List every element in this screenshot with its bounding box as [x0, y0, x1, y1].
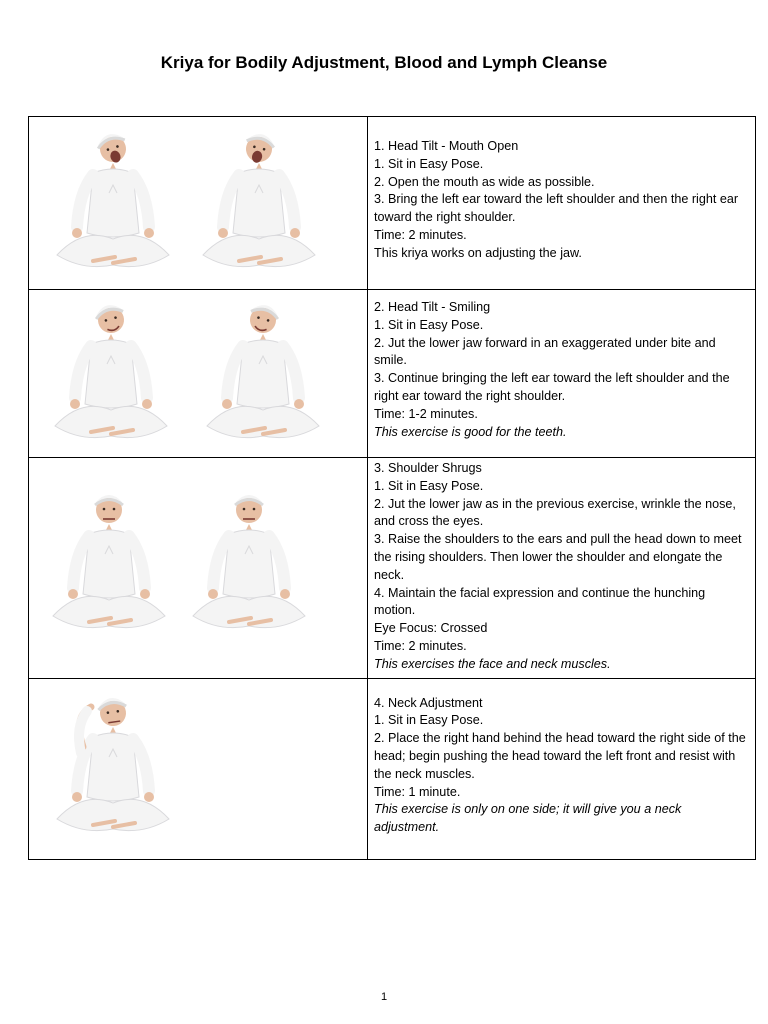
page-title: Kriya for Bodily Adjustment, Blood and Lymph Cleanse: [160, 53, 608, 72]
figure-image: [39, 480, 179, 644]
exercise-image-cell: [29, 117, 368, 290]
exercise-step: 2. Open the mouth as wide as possible.: [374, 174, 595, 189]
exercise-heading: 4. Neck Adjustment: [374, 695, 483, 710]
exercise-row: [29, 678, 756, 859]
exercise-time: Time: 1 minute.: [374, 784, 461, 799]
exercise-step: 3. Bring the left ear toward the left shoulder and then the right ear toward the right shoulder.: [374, 192, 739, 225]
figure-image: [41, 294, 181, 450]
exercise-step: 1. Sit in Easy Pose.: [374, 713, 484, 728]
exercise-time: Time: 1-2 minutes.: [374, 406, 478, 421]
exercise-heading: 2. Head Tilt - Smiling: [374, 300, 491, 314]
exercise-step: 3. Continue bringing the left ear toward the left shoulder and the right ear toward the right shoulder.: [374, 371, 730, 403]
exercise-text-cell: [368, 458, 756, 679]
exercise-row: [29, 458, 756, 679]
exercise-step: 2. Jut the lower jaw forward in an exaggerated under bite and smile.: [374, 335, 716, 368]
exercise-note: This exercise is only on one side; it will give you a neck adjustment.: [374, 802, 682, 835]
exercise-step: 2. Place the right hand behind the head toward the right side of the head; begin pushing the head toward the left front and resist with the neck muscles.: [374, 731, 746, 781]
figure-image: [179, 480, 319, 644]
exercise-step: 1. Sit in Easy Pose.: [374, 156, 484, 171]
exercise-step: 3. Raise the shoulders to the ears and pull the head down to meet the rising shoulders. Then lower the shoulder and elongate the neck.: [374, 532, 742, 582]
exercise-text-cell: [368, 290, 756, 458]
exercise-eye-focus: Eye Focus: Crossed: [374, 621, 488, 636]
exercise-figures: [29, 117, 367, 289]
exercise-time: Time: 2 minutes.: [374, 638, 467, 653]
exercise-heading: 3. Shoulder Shrugs: [374, 461, 482, 475]
exercise-step: 1. Sit in Easy Pose.: [374, 317, 484, 332]
kriya-table: [28, 116, 756, 860]
exercise-figures: [29, 458, 367, 678]
exercise-text-cell: [368, 678, 756, 859]
figure-image: [43, 683, 183, 847]
page-number: 1: [380, 991, 388, 1003]
figure-image: [43, 123, 183, 279]
figure-image: [193, 294, 333, 450]
exercise-note: This exercise is good for the teeth.: [374, 424, 567, 439]
exercise-image-cell: [29, 458, 368, 679]
figure-image: [189, 123, 329, 279]
exercise-note: This exercises the face and neck muscles.: [374, 656, 611, 671]
exercise-text-cell: [368, 117, 756, 290]
exercise-step: 2. Jut the lower jaw as in the previous exercise, wrinkle the nose, and cross the eyes.: [374, 496, 736, 529]
exercise-note: This kriya works on adjusting the jaw.: [374, 245, 582, 260]
exercise-image-cell: [29, 290, 368, 458]
exercise-row: [29, 117, 756, 290]
exercise-heading: 1. Head Tilt - Mouth Open: [374, 139, 519, 153]
exercise-step: 1. Sit in Easy Pose.: [374, 478, 484, 493]
exercise-figures: [29, 679, 367, 859]
exercise-row: [29, 290, 756, 458]
exercise-step: 4. Maintain the facial expression and continue the hunching motion.: [374, 585, 706, 618]
exercise-time: Time: 2 minutes.: [374, 227, 467, 242]
exercise-image-cell: [29, 678, 368, 859]
exercise-figures: [29, 290, 367, 457]
